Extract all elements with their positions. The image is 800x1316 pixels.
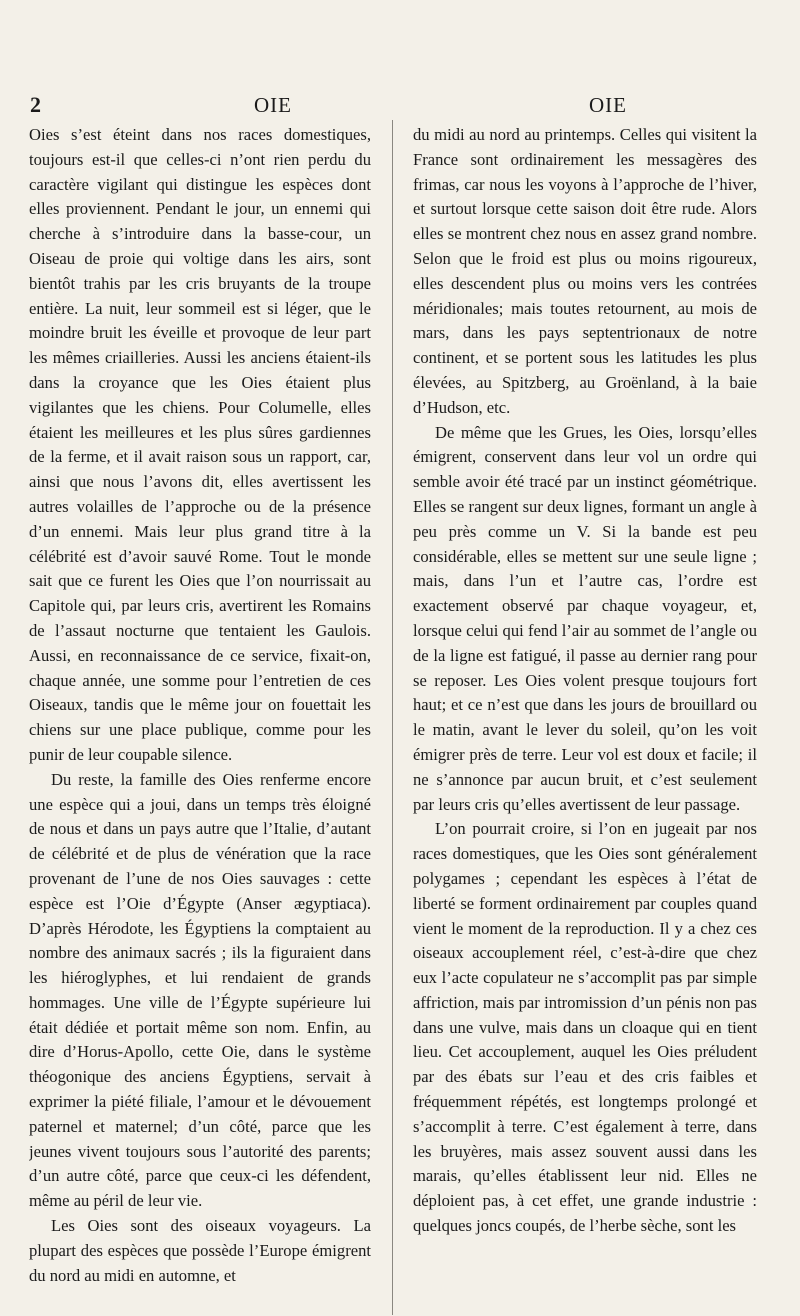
paragraph: Les Oies sont des oiseaux voyageurs. La plupart des espèces que possède l’Europe émigrent du nord au midi en automne, et — [29, 1216, 371, 1285]
left-column — [29, 123, 371, 1303]
page-header — [0, 90, 800, 120]
running-head-right: OIE — [589, 93, 627, 117]
page-number: 2 — [30, 92, 41, 117]
right-column — [413, 123, 757, 1303]
paragraph: De même que les Grues, les Oies, lorsqu’elles émigrent, conservent dans leur vol un ordre qui semble avoir été tracé par un instinct géométrique. Elles se rangent sur deux lignes, formant un angle à peu près comme un V. Si la bande est peu considérable, elles se mettent sur une seule ligne ; mais, dans l’un et l’autre cas, l’ordre est exactement observé par chaque voyageur, et, lorsque celui qui fend l’air au sommet de l’angle ou de la ligne est fatigué, il passe au dernier rang pour se reposer. Les Oies volent presque toujours fort haut; et ce n’est que dans les jours de brouillard ou le matin, avant le lever du soleil, qu’on les voit émigrer près de terre. Leur vol est doux et facile; il ne s’annonce par aucun bruit, et c’est seulement par leurs cris qu’elles avertissent de leur passage. — [413, 422, 757, 814]
paragraph: L’on pourrait croire, si l’on en jugeait par nos races domestiques, que les Oies sont généralement polygames ; cependant les espèces à l’état de liberté se forment ordinairement par couples quand vient le moment de la reproduction. Il y a chez ces oiseaux accouplement réel, c’est-à-dire que chez eux l’acte copulateur ne s’accomplit pas par simple affriction, mais par intromission d’un pénis non pas dans une vulve, mais dans un cloaque qui en tient lieu. Cet accouplement, auquel les Oies préludent par des ébats sur l’eau et des cris faibles et fréquemment répétés, est longtemps prolongé et s’accomplit à terre. C’est également à terre, dans les bruyères, mais assez souvent aussi dans les marais, qu’elles établissent leur nid. Elles ne déploient pas, à cet effet, une grande industrie : quelques joncs coupés, de l’herbe sèche, sont les — [413, 819, 757, 1236]
paragraph: Oies s’est éteint dans nos races domestiques, toujours est-il que celles-ci n’ont rien perdu du caractère vigilant qui distingue les espèces dont elles proviennent. Pendant le jour, un ennemi qui cherche à s’introduire dans la basse-cour, un Oiseau de proie qui voltige dans les airs, sont bientôt trahis par les cris bruyants de la troupe entière. La nuit, leur sommeil est si léger, que le moindre bruit les éveille et provoque de leur part les mêmes criailleries. Aussi les anciens étaient-ils dans la croyance que les Oies étaient plus vigilantes que les chiens. Pour Columelle, elles étaient les meilleures et les plus sûres gardiennes de la ferme, et il avait raison sous un rapport, car, ainsi que nous l’avons dit, elles avertissent les autres volailles de l’approche ou de la présence d’un ennemi. Mais leur plus grand titre à la célébrité est d’avoir sauvé Rome. Tout le monde sait que ce furent les Oies que l’on nourrissait au Capitole qui, par leurs cris, avertirent les Romains de l’assaut nocturne que tentaient les Gaulois. Aussi, en reconnaissance de ce service, fixait-on, chaque année, une somme pour l’entretien de ces Oiseaux, tandis que le même jour on fouettait les chiens sur une place publique, comme pour les punir de leur coupable silence. — [29, 125, 371, 764]
running-head-left: OIE — [254, 93, 292, 117]
paragraph: du midi au nord au printemps. Celles qui visitent la France sont ordinairement les messagères des frimas, car nous les voyons à l’approche de l’hiver, et surtout lorsque cette saison doit être rude. Alors elles se montrent chez nous en assez grand nombre. Selon que le froid est plus ou moins rigoureux, elles descendent plus ou moins vers les contrées méridionales; mais toutes retournent, au mois de mars, dans les pays septentrionaux de notre continent, et se portent sous les latitudes les plus élevées, au Spitzberg, au Groënland, à la baie d’Hudson, etc. — [413, 125, 757, 417]
paragraph: Du reste, la famille des Oies renferme encore une espèce qui a joui, dans un temps très éloigné de nous et dans un pays autre que l’Italie, d’autant de célébrité et de plus de vénération que la race provenant de l’une de nos Oies sauvages : cette espèce est l’Oie d’Égypte (Anser ægyptiaca). D’après Hérodote, les Égyptiens la comptaient au nombre des animaux sacrés ; ils la figuraient dans les hiéroglyphes, et lui rendaient de grands hommages. Une ville de l’Égypte supérieure lui était dédiée et portait même son nom. Enfin, au dire d’Horus-Apollo, cette Oie, dans le système théogonique des anciens Égyptiens, servait à exprimer la piété filiale, l’amour et le dévouement paternel et maternel; d’un côté, parce que les jeunes vivent toujours sous l’autorité des parents; d’un autre côté, parce que ceux-ci les défendent, même au péril de leur vie. — [29, 769, 371, 1211]
column-divider — [392, 120, 393, 1315]
